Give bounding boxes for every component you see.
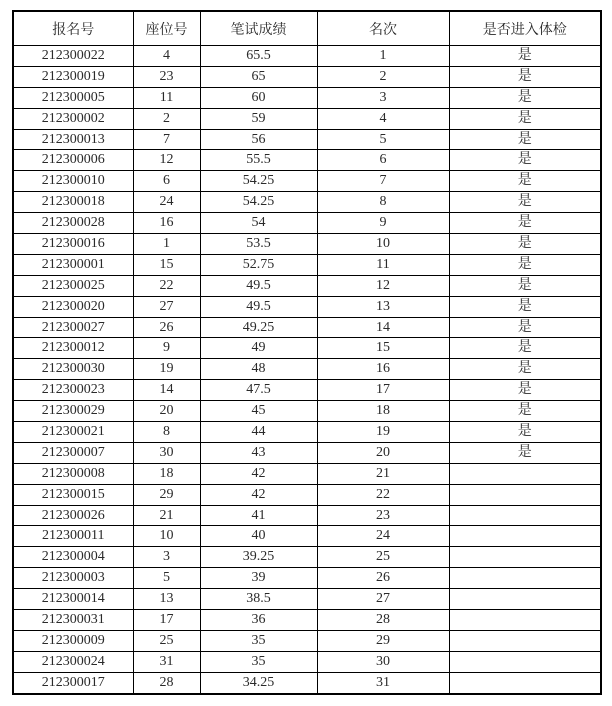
cell-enter-physical-exam: 是 [449, 359, 601, 380]
cell-rank: 1 [317, 46, 449, 67]
cell-rank: 30 [317, 651, 449, 672]
cell-written-score: 40 [200, 526, 317, 547]
cell-registration-number: 212300016 [13, 234, 133, 255]
table-row [13, 422, 601, 443]
cell-written-score: 44 [200, 422, 317, 443]
header-enter-physical-exam: 是否进入体检 [449, 11, 601, 46]
cell-enter-physical-exam: 是 [449, 234, 601, 255]
cell-registration-number: 212300020 [13, 296, 133, 317]
cell-written-score: 53.5 [200, 234, 317, 255]
table-row [13, 150, 601, 171]
cell-seat-number: 9 [133, 338, 200, 359]
table-row [13, 463, 601, 484]
cell-rank: 4 [317, 108, 449, 129]
cell-rank: 11 [317, 254, 449, 275]
cell-seat-number: 14 [133, 380, 200, 401]
cell-seat-number: 31 [133, 651, 200, 672]
cell-seat-number: 8 [133, 422, 200, 443]
cell-registration-number: 212300013 [13, 129, 133, 150]
cell-enter-physical-exam [449, 568, 601, 589]
cell-enter-physical-exam: 是 [449, 129, 601, 150]
cell-registration-number: 212300024 [13, 651, 133, 672]
table-row [13, 87, 601, 108]
table-row [13, 589, 601, 610]
cell-rank: 14 [317, 317, 449, 338]
table-row [13, 630, 601, 651]
table-row [13, 442, 601, 463]
cell-rank: 7 [317, 171, 449, 192]
cell-enter-physical-exam [449, 484, 601, 505]
cell-rank: 2 [317, 66, 449, 87]
table-row [13, 401, 601, 422]
cell-written-score: 65.5 [200, 46, 317, 67]
cell-enter-physical-exam: 是 [449, 66, 601, 87]
cell-enter-physical-exam: 是 [449, 87, 601, 108]
cell-seat-number: 1 [133, 234, 200, 255]
cell-written-score: 42 [200, 463, 317, 484]
cell-enter-physical-exam [449, 547, 601, 568]
cell-registration-number: 212300011 [13, 526, 133, 547]
cell-registration-number: 212300025 [13, 275, 133, 296]
cell-rank: 9 [317, 213, 449, 234]
cell-written-score: 34.25 [200, 672, 317, 693]
cell-seat-number: 28 [133, 672, 200, 693]
cell-rank: 10 [317, 234, 449, 255]
cell-registration-number: 212300027 [13, 317, 133, 338]
cell-registration-number: 212300028 [13, 213, 133, 234]
cell-written-score: 43 [200, 442, 317, 463]
cell-rank: 25 [317, 547, 449, 568]
cell-written-score: 49.5 [200, 296, 317, 317]
cell-registration-number: 212300015 [13, 484, 133, 505]
cell-written-score: 39.25 [200, 547, 317, 568]
cell-written-score: 54.25 [200, 192, 317, 213]
cell-rank: 27 [317, 589, 449, 610]
cell-registration-number: 212300007 [13, 442, 133, 463]
table-row [13, 484, 601, 505]
cell-enter-physical-exam: 是 [449, 171, 601, 192]
table-row [13, 108, 601, 129]
table-row [13, 192, 601, 213]
cell-registration-number: 212300009 [13, 630, 133, 651]
cell-seat-number: 16 [133, 213, 200, 234]
table-row [13, 672, 601, 693]
cell-rank: 16 [317, 359, 449, 380]
cell-rank: 12 [317, 275, 449, 296]
header-row [13, 11, 601, 46]
cell-registration-number: 212300005 [13, 87, 133, 108]
cell-seat-number: 10 [133, 526, 200, 547]
cell-seat-number: 19 [133, 359, 200, 380]
table-row [13, 66, 601, 87]
cell-rank: 21 [317, 463, 449, 484]
cell-seat-number: 30 [133, 442, 200, 463]
cell-seat-number: 21 [133, 505, 200, 526]
cell-seat-number: 13 [133, 589, 200, 610]
cell-enter-physical-exam [449, 505, 601, 526]
table-row [13, 610, 601, 631]
cell-seat-number: 2 [133, 108, 200, 129]
table-row [13, 338, 601, 359]
cell-enter-physical-exam: 是 [449, 213, 601, 234]
cell-enter-physical-exam: 是 [449, 275, 601, 296]
cell-enter-physical-exam [449, 651, 601, 672]
cell-registration-number: 212300002 [13, 108, 133, 129]
cell-written-score: 59 [200, 108, 317, 129]
cell-seat-number: 15 [133, 254, 200, 275]
header-registration-number: 报名号 [13, 11, 133, 46]
cell-registration-number: 212300023 [13, 380, 133, 401]
cell-rank: 23 [317, 505, 449, 526]
cell-seat-number: 7 [133, 129, 200, 150]
cell-enter-physical-exam [449, 526, 601, 547]
cell-registration-number: 212300030 [13, 359, 133, 380]
cell-rank: 8 [317, 192, 449, 213]
table-row [13, 46, 601, 67]
cell-written-score: 45 [200, 401, 317, 422]
cell-rank: 13 [317, 296, 449, 317]
cell-written-score: 48 [200, 359, 317, 380]
cell-rank: 6 [317, 150, 449, 171]
cell-written-score: 42 [200, 484, 317, 505]
cell-written-score: 49.5 [200, 275, 317, 296]
cell-enter-physical-exam: 是 [449, 401, 601, 422]
cell-registration-number: 212300001 [13, 254, 133, 275]
cell-registration-number: 212300003 [13, 568, 133, 589]
cell-written-score: 54 [200, 213, 317, 234]
cell-rank: 18 [317, 401, 449, 422]
cell-written-score: 47.5 [200, 380, 317, 401]
cell-rank: 29 [317, 630, 449, 651]
cell-registration-number: 212300026 [13, 505, 133, 526]
cell-written-score: 35 [200, 651, 317, 672]
cell-enter-physical-exam: 是 [449, 108, 601, 129]
table-row [13, 359, 601, 380]
cell-enter-physical-exam [449, 672, 601, 693]
cell-rank: 28 [317, 610, 449, 631]
cell-seat-number: 6 [133, 171, 200, 192]
cell-registration-number: 212300006 [13, 150, 133, 171]
cell-written-score: 49.25 [200, 317, 317, 338]
cell-written-score: 60 [200, 87, 317, 108]
table-body [13, 46, 601, 694]
cell-seat-number: 22 [133, 275, 200, 296]
cell-rank: 3 [317, 87, 449, 108]
cell-seat-number: 25 [133, 630, 200, 651]
cell-seat-number: 4 [133, 46, 200, 67]
cell-seat-number: 27 [133, 296, 200, 317]
cell-enter-physical-exam: 是 [449, 338, 601, 359]
cell-seat-number: 18 [133, 463, 200, 484]
cell-rank: 5 [317, 129, 449, 150]
table-row [13, 526, 601, 547]
table-row [13, 275, 601, 296]
cell-registration-number: 212300014 [13, 589, 133, 610]
table-row [13, 296, 601, 317]
cell-enter-physical-exam: 是 [449, 192, 601, 213]
cell-enter-physical-exam: 是 [449, 150, 601, 171]
cell-registration-number: 212300019 [13, 66, 133, 87]
table-row [13, 234, 601, 255]
cell-written-score: 52.75 [200, 254, 317, 275]
cell-registration-number: 212300029 [13, 401, 133, 422]
cell-seat-number: 11 [133, 87, 200, 108]
cell-registration-number: 212300022 [13, 46, 133, 67]
table-row [13, 380, 601, 401]
cell-registration-number: 212300008 [13, 463, 133, 484]
cell-seat-number: 23 [133, 66, 200, 87]
cell-written-score: 65 [200, 66, 317, 87]
table-row [13, 568, 601, 589]
cell-rank: 17 [317, 380, 449, 401]
cell-written-score: 54.25 [200, 171, 317, 192]
cell-seat-number: 24 [133, 192, 200, 213]
cell-rank: 15 [317, 338, 449, 359]
table-row [13, 317, 601, 338]
cell-registration-number: 212300004 [13, 547, 133, 568]
cell-enter-physical-exam [449, 630, 601, 651]
cell-enter-physical-exam [449, 463, 601, 484]
header-written-score: 笔试成绩 [200, 11, 317, 46]
cell-registration-number: 212300010 [13, 171, 133, 192]
cell-seat-number: 26 [133, 317, 200, 338]
cell-written-score: 39 [200, 568, 317, 589]
cell-registration-number: 212300031 [13, 610, 133, 631]
cell-registration-number: 212300017 [13, 672, 133, 693]
cell-rank: 24 [317, 526, 449, 547]
cell-written-score: 41 [200, 505, 317, 526]
cell-registration-number: 212300021 [13, 422, 133, 443]
cell-rank: 26 [317, 568, 449, 589]
cell-written-score: 35 [200, 630, 317, 651]
cell-written-score: 38.5 [200, 589, 317, 610]
cell-rank: 22 [317, 484, 449, 505]
cell-rank: 20 [317, 442, 449, 463]
cell-written-score: 56 [200, 129, 317, 150]
cell-enter-physical-exam: 是 [449, 442, 601, 463]
cell-rank: 31 [317, 672, 449, 693]
table-row [13, 254, 601, 275]
cell-enter-physical-exam: 是 [449, 380, 601, 401]
table-row [13, 505, 601, 526]
cell-enter-physical-exam: 是 [449, 317, 601, 338]
cell-written-score: 36 [200, 610, 317, 631]
cell-enter-physical-exam: 是 [449, 296, 601, 317]
cell-written-score: 49 [200, 338, 317, 359]
cell-written-score: 55.5 [200, 150, 317, 171]
cell-seat-number: 17 [133, 610, 200, 631]
cell-seat-number: 29 [133, 484, 200, 505]
cell-seat-number: 3 [133, 547, 200, 568]
cell-enter-physical-exam [449, 610, 601, 631]
cell-registration-number: 212300018 [13, 192, 133, 213]
cell-registration-number: 212300012 [13, 338, 133, 359]
cell-rank: 19 [317, 422, 449, 443]
table-row [13, 213, 601, 234]
cell-seat-number: 20 [133, 401, 200, 422]
table-row [13, 651, 601, 672]
written-score-results-table [12, 10, 602, 695]
cell-seat-number: 12 [133, 150, 200, 171]
cell-enter-physical-exam [449, 589, 601, 610]
cell-enter-physical-exam: 是 [449, 46, 601, 67]
header-rank: 名次 [317, 11, 449, 46]
table-row [13, 547, 601, 568]
header-seat-number: 座位号 [133, 11, 200, 46]
table-row [13, 171, 601, 192]
cell-seat-number: 5 [133, 568, 200, 589]
table-row [13, 129, 601, 150]
cell-enter-physical-exam: 是 [449, 422, 601, 443]
cell-enter-physical-exam: 是 [449, 254, 601, 275]
